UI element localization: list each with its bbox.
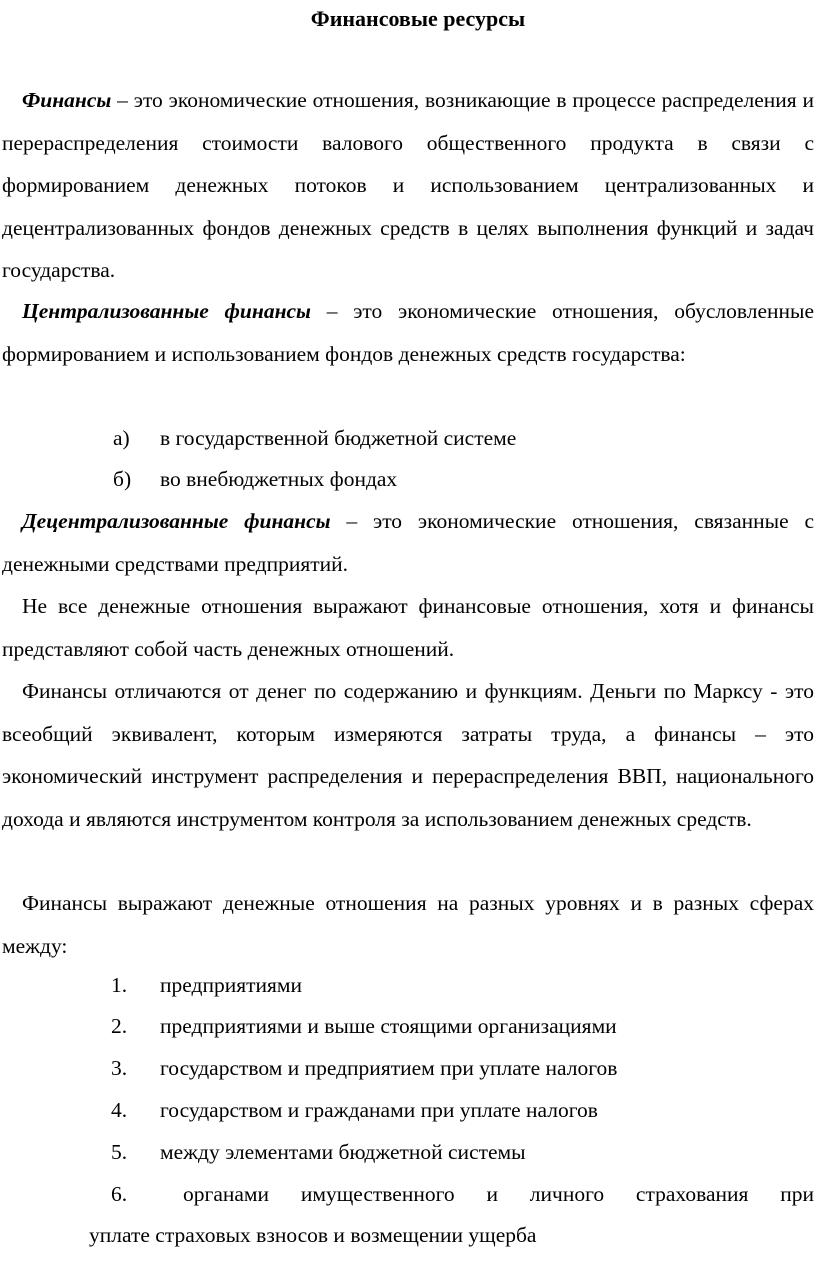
paragraph-decentralized-finance [2,500,814,585]
list-item-text: в государственной бюджетной системе [160,426,517,450]
paragraph-text: Финансы отличаются от денег по содержанию и функциям. Деньги по Марксу - это всеобщий эквивалент, которым измеряются затраты труда, а финансы – это экономический инструмент распределения и перераспределения ВВП, национального дохода и являются инструментом контроля за использованием денежных средств. [2,679,814,831]
paragraph-finance-vs-money [2,670,814,840]
paragraph-text: Не все денежные отношения выражают финансовые отношения, хотя и финансы представляют собой часть денежных отношений. [2,594,814,661]
definition-centralized-text: – это экономические отношения, обусловленные формированием и использованием фондов денежных средств государства: [2,299,814,366]
list-marker: 5. [111,1140,128,1164]
definition-finance-text: – это экономические отношения, возникающие в процессе распределения и перераспределения стоимости валового общественного продукта в связи с формированием денежных потоков и использованием централизованных и децентрализованных фондов денежных средств в целях выполнения функций и задач государства. [2,88,814,282]
paragraph-centralized-finance [2,290,814,375]
list-item-text: предприятиями [160,973,303,997]
paragraph-finance-levels [2,882,814,967]
list-item-text: государством и предприятием при уплате налогов [160,1056,618,1080]
paragraph-finance-definition [2,79,814,292]
list-marker: б) [113,467,132,491]
term-centralized-finance: Централизованные финансы [22,299,311,323]
list-item-continuation: уплате страховых взносов и возмещении ущерба [89,1223,537,1247]
paragraph-text: Финансы выражают денежные отношения на разных уровнях и в разных сферах между: [2,891,814,958]
list-item-text: предприятиями и выше стоящими организациями [160,1014,617,1038]
list-marker: 6. [111,1182,128,1206]
list-marker: а) [113,426,130,450]
list-marker: 1. [111,973,128,997]
list-item-text: во внебюджетных фондах [160,467,398,491]
list-marker: 4. [111,1098,128,1122]
paragraph-monetary-relations [2,585,814,670]
list-item-text: между элементами бюджетной системы [160,1140,526,1164]
term-finance: Финансы [22,88,112,112]
definition-decentralized-text: – это экономические отношения, связанные с денежными средствами предприятий. [2,509,814,576]
page-title: Финансовые ресурсы [310,6,526,31]
term-decentralized-finance: Децентрализованные финансы [22,509,331,533]
list-item-text: государством и гражданами при уплате налогов [160,1098,598,1122]
list-marker: 2. [111,1014,128,1038]
list-marker: 3. [111,1056,128,1080]
list-item-text: органами имущественного и личного страхования при [183,1182,814,1206]
